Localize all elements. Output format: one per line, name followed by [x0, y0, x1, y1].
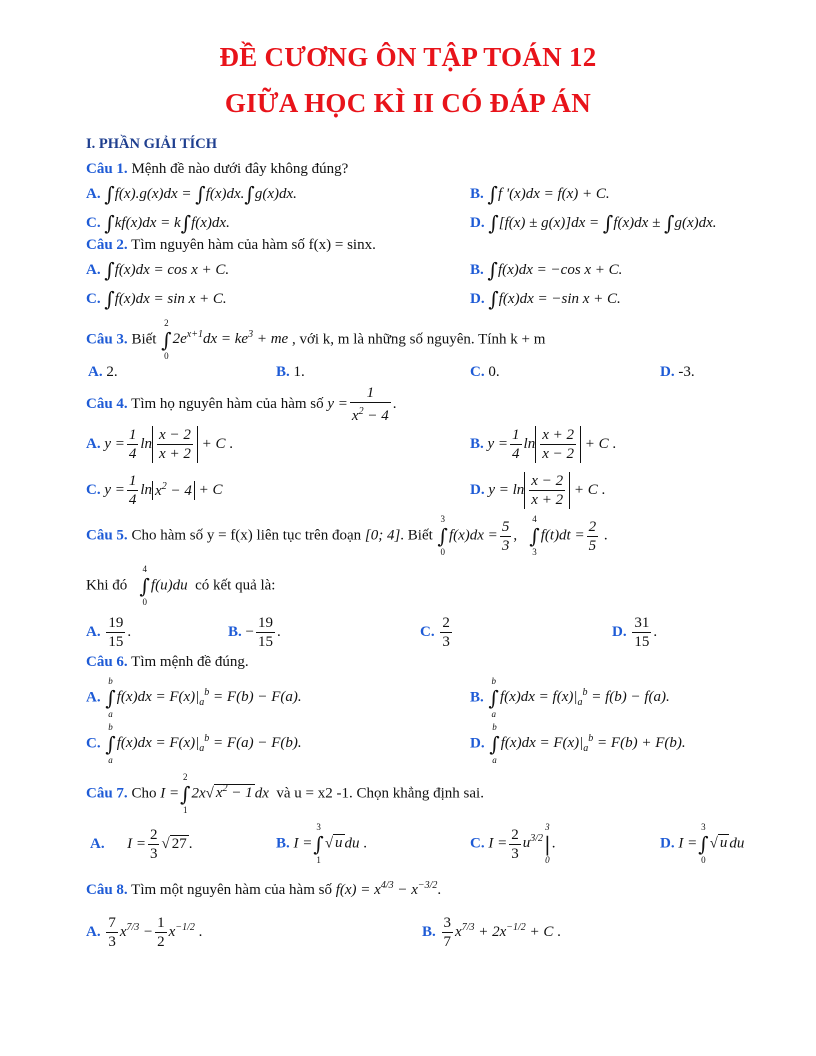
page-title: ĐỀ CƯƠNG ÔN TẬP TOÁN 12: [219, 42, 597, 72]
q3-option-d: D. -3.: [660, 364, 695, 380]
q3-option-b: B. 1.: [276, 364, 305, 380]
q1-option-c: C. ∫kf(x)dx = k∫f(x)dx.: [86, 211, 230, 235]
q2-option-d: D. ∫f(x)dx = −sin x + C.: [470, 287, 621, 311]
question-1: Câu 1. Mệnh đề nào dưới đây không đúng?: [86, 161, 349, 177]
q4-option-b: B. y = $\frac{1}{4}$ ln $\frac{x + 2}{x - 2}$ + C .: [470, 427, 617, 462]
q2-option-c: C. ∫f(x)dx = sin x + C.: [86, 287, 227, 311]
q4-option-c: C. y = $\frac{1}{4}$ $\ln x^2 - 4 + C$: [86, 473, 223, 508]
question-6: Câu 6. Tìm mệnh đề đúng.: [86, 654, 249, 670]
section-heading: I. PHẦN GIẢI TÍCH: [86, 136, 218, 152]
q1-option-b: B. ∫f '(x)dx = f(x) + C.: [470, 182, 610, 206]
q6-option-b: B. b ∫ $af(x)dx = f(x)|_a^b = f(b) - f(a)$.: [470, 676, 670, 719]
q4-option-a: A. y = $\frac{1}{4}$ ln $\frac{x - 2}{x + 2}$ + C .: [86, 427, 233, 462]
q6-option-d: D. b ∫ $af(x)dx = F(x)|_a^b = F(b) + F(b)$.: [470, 722, 686, 765]
q6-option-a: A. b ∫ $af(x)dx = F(x)|_a^b = F(b) - F(a)$.: [86, 676, 302, 719]
page-subtitle: GIỮA HỌC KÌ II CÓ ĐÁP ÁN: [224, 88, 592, 118]
question-3: Câu 3. Biết 2 ∫ $02e^{x+1}dx = ke^3$ + me , với k, m là những số nguyên. Tính k + m: [86, 318, 546, 361]
q7-option-b: B. I =3 ∫ 1√ u du .: [276, 822, 368, 865]
q2-option-b: B. ∫f(x)dx = −cos x + C.: [470, 258, 623, 282]
q5-option-a: A. $\frac{19}{15}$ .: [86, 615, 132, 650]
q7-option-a: A. I = $\frac{2}{3}$ √ 27 .: [90, 827, 193, 862]
q3-option-c: C. 0.: [470, 364, 500, 380]
q5-option-b: B. − $\frac{19}{15}$ .: [228, 615, 281, 650]
question-2: Câu 2. Tìm nguyên hàm của hàm số f(x) = sinx.: [86, 237, 376, 253]
q7-option-d: D. I =3 ∫ 0√ u du: [660, 822, 745, 865]
q5-option-c: C. $\frac{2}{3}$: [420, 615, 450, 650]
q8-option-a: A. $\frac{7}{3}$ $x^{7/3}$ − $\frac{1}{2}$ $x^{-1/2}$ .: [86, 915, 203, 950]
q2-option-a: A. ∫f(x)dx = cos x + C.: [86, 258, 230, 282]
q1-option-d: D. ∫[f(x) ± g(x)]dx = ∫f(x)dx ± ∫g(x)dx.: [470, 211, 717, 235]
q1-option-a: A. ∫f(x).g(x)dx = ∫f(x)dx.∫g(x)dx.: [86, 182, 297, 206]
question-4: Câu 4. Tìm họ nguyên hàm của hàm số y = $\frac{1}{x^2 - 4}$ .: [86, 385, 397, 424]
q7-option-c: C. I = $\frac{2}{3}$ $u^{3/2}3$ | 0.: [470, 822, 556, 865]
question-5-continued: Khi đó 4 ∫ 0f(u)du có kết quả là:: [86, 564, 276, 607]
question-8: Câu 8. Tìm một nguyên hàm của hàm số $f(x) = x^{4/3} - x^{-3/2}$.: [86, 880, 442, 898]
q6-option-c: C. b ∫ $af(x)dx = F(x)|_a^b = F(a) - F(b)$.: [86, 722, 302, 765]
q3-option-a: A. 2.: [88, 364, 118, 380]
q5-option-d: D. $\frac{31}{15}$ .: [612, 615, 658, 650]
q4-option-d: D. y = ln $\frac{x - 2}{x + 2}$ + C .: [470, 473, 606, 508]
question-7: Câu 7. Cho I =2 ∫ 12x√ $x^2 - 1$ dx và u = x2 -1. Chọn khẳng định sai.: [86, 772, 484, 815]
q8-option-b: B. $\frac{3}{7}$ $x^{7/3} + 2x^{-1/2} + C$ .: [422, 915, 561, 950]
question-5: Câu 5. Cho hàm số y = f(x) liên tục trên đoạn [0; 4]. Biết 3 ∫ 0f(x)dx = $\frac{5}{3}$ , 4 ∫ 3f(t)dt = $\frac{2}{5}$ .: [86, 514, 608, 557]
